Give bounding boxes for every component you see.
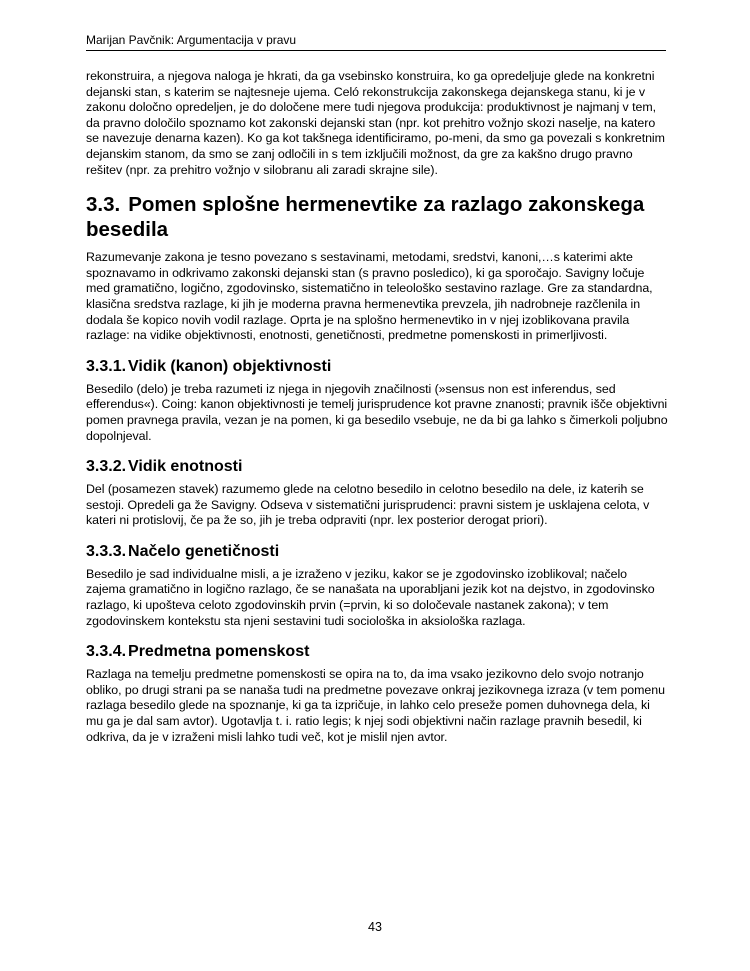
subsection-number: 3.3.1. (86, 357, 127, 375)
subsection-heading (86, 357, 670, 376)
subsection-title: Predmetna pomenskost (128, 643, 310, 661)
section-paragraph: Razumevanje zakona je tesno povezano s sestavinami, metodami, sredstvi, kanoni,…s katerimi akte spoznavamo in odkrivamo zakonski dejanski stan (s pravno posledico), ki ga sporočajo. Savigny ločuje med gramatično, logično, zgodovinsko, sistematično in teleološko sestavino razlage. Gre za standardna, klasična sredstva razlage, ki jih je moderna pravna hermenevtika prevzela, jih nadrobneje razčlenila in dodala še kopico novih vodil razlage. Oprta je na splošno hermenevtiko in v njej izoblikovana pravila razlage: na vidike objektivnosti, enotnosti, genetičnosti, predmetne pomenskosti in primerljivosti. (86, 250, 653, 343)
subsection-title: Vidik (kanon) objektivnosti (128, 357, 332, 375)
running-header (86, 33, 666, 51)
subsection-heading (86, 457, 670, 476)
subsection-paragraph: Del (posamezen stavek) razumemo glede na celotno besedilo in celotno besedilo na dele, iz katerih se sestoji. Opredeli ga že Savigny. Odseva v sistematični jurisprudenci: pravni sistem je usklajena celota, v kateri ni protislovij, če pa že so, jih je treba odpraviti (npr. lex posterior derogat priori). (86, 482, 650, 528)
section-number: 3.3. (86, 193, 121, 217)
subsection-number: 3.3.3. (86, 542, 127, 560)
section-title: Pomen splošne hermenevtike za razlago zakonskega besedila (86, 193, 645, 242)
subsection-paragraph: Razlaga na temelju predmetne pomenskosti se opira na to, da ima vsako jezikovno delo svojo notranjo obliko, po drugi strani pa se nanaša tudi na predmetne povezave onkraj jezikovnega izraza (v tem pomenu razlaga besedilo glede na spoznanje, ki ga ta izpričuje, in lahko celo preseže pomen duhovnega dela, ki mu ga je dal sam avtor). Ugotavlja t. i. ratio legis; k njej sodi objektivni način razlage pravnih besedil, ki odkriva, da je v izraženi misli lahko tudi več, kot je mislil njen avtor. (86, 667, 665, 744)
subsection-heading (86, 642, 670, 661)
section-heading (86, 192, 670, 242)
subsection-title: Načelo genetičnosti (128, 542, 280, 560)
subsection-paragraph: Besedilo je sad individualne misli, a je izraženo v jeziku, kakor se je zgodovinsko izoblikoval; načelo zajema gramatično in logično razlago, če se nanašata na uporabljani jezik kot na dejstvo, in zgodovinsko razlago, ki upošteva celoto zgodovinskih prvin (=prvin, ki so določevale nastanek zakona); v tem zgodovinskem kontekstu sta njeni sestavini tudi sociološka in aksiološka razlaga. (86, 566, 655, 628)
subsection-title: Vidik enotnosti (128, 458, 243, 476)
page-number: 43 (368, 920, 382, 934)
intro-paragraph: rekonstruira, a njegova naloga je hkrati, da ga vsebinsko konstruira, ko ga opredeljuje glede na konkretni dejanski stan, s katerim se najtesneje ujema. Celó rekonstrukcija zakonskega dejanskega stanu, ki je v zakonu določno opredeljen, je do določene mere tudi njegova produkcija: produktivnost je najmanj v tem, da pravno določilo spoznamo kot zakonski dejanski stan (npr. kot prehitro vožnjo skozi naselje, na katero se navezuje denarna kazen). Ko ga kot takšnega identificiramo, po-meni, da smo ga povezali s konkretnim dejanskim stanom, da smo se zanj odločili in s tem izključili možnost, da gre za kakšno drugo pravno rešitev (npr. za prehitro vožnjo v silobranu ali zaradi skrajne sile). (86, 69, 665, 177)
subsection-number: 3.3.4. (86, 643, 127, 661)
subsection-heading (86, 542, 670, 561)
subsection-number: 3.3.2. (86, 458, 127, 476)
running-title: Marijan Pavčnik: Argumentacija v pravu (86, 33, 297, 47)
page-content (86, 69, 670, 745)
subsection-paragraph: Besedilo (delo) je treba razumeti iz njega in njegovih značilnosti (»sensus non est inferendus, sed efferendus«). Coing: kanon objektivnosti je temelj jurisprudence kot pravne znanosti; pravnik išče objektivni pomen pravnega pravila, vezan je na pomen, ki ga besedilo vsebuje, ne da bi ga lahko s čimerkoli poljubno dopolnjeval. (86, 381, 668, 443)
